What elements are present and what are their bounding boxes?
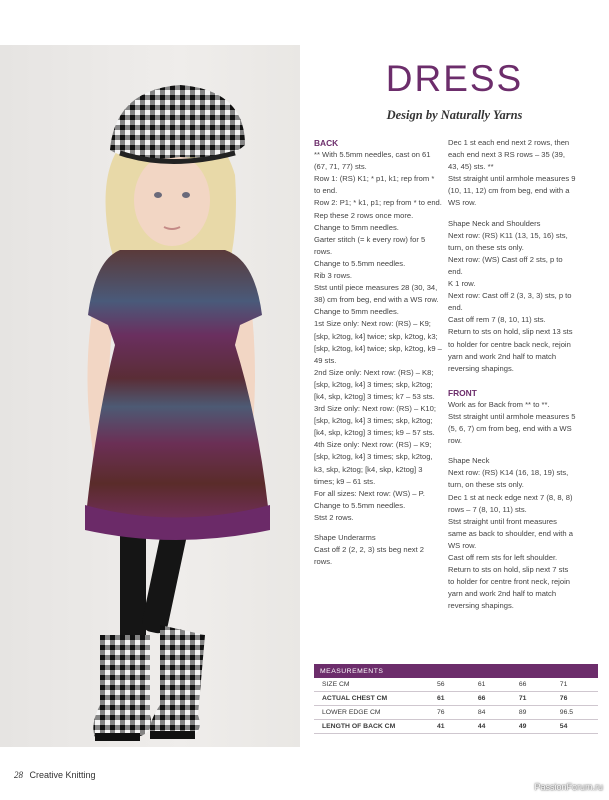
pattern-line: Stst straight until armhole measures 9 (10, 11, 12) cm from beg, end with a WS row. xyxy=(448,174,576,208)
magazine-name: Creative Knitting xyxy=(29,770,96,780)
subsection-heading-underarms: Shape Underarms xyxy=(314,533,376,542)
cell-value: 54 xyxy=(557,720,598,734)
cell-value: 89 xyxy=(516,706,557,720)
subsection-heading-neck-shoulders: Shape Neck and Shoulders xyxy=(448,218,541,228)
cell-value: 66 xyxy=(475,692,516,706)
designer-credit: Design by Naturally Yarns xyxy=(386,108,523,122)
cell-value: 56 xyxy=(434,678,475,692)
page-footer xyxy=(14,770,96,780)
pattern-line: Cast off rem sts for left shoulder. xyxy=(448,553,558,562)
cell-value: 44 xyxy=(475,720,516,734)
measurements-header: MEASUREMENTS xyxy=(314,664,598,678)
row-label: ACTUAL CHEST CM xyxy=(314,692,434,706)
row-label: LENGTH OF BACK CM xyxy=(314,720,434,734)
pattern-line: Work as for Back from ** to **. xyxy=(448,399,550,409)
cell-value: 71 xyxy=(516,692,557,706)
pattern-line: For all sizes: Next row: (WS) – P. xyxy=(314,488,425,498)
pattern-line: Cast off 2 (2, 2, 3) sts beg next 2 rows. xyxy=(314,545,425,567)
pattern-line: Stst 2 rows. xyxy=(314,512,354,522)
pattern-line: Dec 1 st at neck edge next 7 (8, 8, 8) rows – 7 (8, 10, 11) sts. xyxy=(448,492,573,514)
cell-value: 49 xyxy=(516,720,557,734)
cell-value: 96.5 xyxy=(557,706,598,720)
pattern-line: Dec 1 st each end next 2 rows, then each end next 3 RS rows – 35 (39, 43, 45) sts. ** xyxy=(448,138,570,172)
cell-value: 84 xyxy=(475,706,516,720)
measurements-header-row xyxy=(314,664,598,678)
pattern-line: Change to 5mm needles. xyxy=(314,222,399,232)
pattern-line: Next row: (RS) K11 (13, 15, 16) sts, turn, on these sts only. xyxy=(448,230,568,252)
pattern-line: Row 1: (RS) K1; * p1, k1; rep from * to end. xyxy=(314,174,435,196)
section-heading-front: FRONT xyxy=(448,387,477,398)
pattern-line: Garter stitch (= k every row) for 5 rows. xyxy=(314,234,426,256)
pattern-line: 1st Size only: Next row: (RS) – K9; [skp, k2tog, k4] twice; skp, k2tog, k3; [skp, k2tog, k4] twice; skp, k2tog, k9 – 49 sts. xyxy=(314,319,442,365)
pattern-line: K 1 row. xyxy=(448,279,476,289)
pattern-line: Stst straight until front measures same as back to shoulder, end with a WS row. xyxy=(448,516,573,550)
pattern-line: Return to sts on hold, slip next 13 sts to holder for centre back neck, rejoin yarn and work 2nd half to match reversing shapings. xyxy=(448,327,573,373)
row-label: LOWER EDGE CM xyxy=(314,706,434,720)
section-heading-back: BACK xyxy=(314,138,339,148)
pattern-line: 4th Size only: Next row: (RS) – K9; [skp, k2tog, k4] 3 times; skp, k2tog, k3, skp, k2tog; [k4, skp, k2tog] 3 times; k9 – 61 sts. xyxy=(314,440,433,486)
subsection-heading-neck: Shape Neck xyxy=(448,456,490,466)
cell-value: 76 xyxy=(557,692,598,706)
pattern-line: ** With 5.5mm needles, cast on 61 (67, 71, 77) sts. xyxy=(314,150,431,172)
photo-illustration xyxy=(0,45,300,747)
pattern-line: Change to 5.5mm needles. xyxy=(314,258,406,268)
pattern-line: Return to sts on hold, slip next 7 sts to holder for centre front neck, rejoin yarn and work 2nd half to match reversing shapings. xyxy=(448,565,570,611)
table-row xyxy=(314,720,598,734)
pattern-line: 3rd Size only: Next row: (RS) – K10; [skp, k2tog, k4] 3 times; skp, k2tog; [k4, skp, k2tog] 3 times; k9 – 57 sts. xyxy=(314,404,436,438)
pattern-line: Next row: (WS) Cast off 2 sts, p to end. xyxy=(448,254,563,276)
table-row xyxy=(314,692,598,706)
pattern-line: Next row: Cast off 2 (3, 3, 3) sts, p to end. xyxy=(448,291,572,313)
cell-value: 61 xyxy=(475,678,516,692)
cell-value: 61 xyxy=(434,692,475,706)
pattern-line: Stst until piece measures 28 (30, 34, 38) cm from beg, end with a WS row. xyxy=(314,283,439,305)
pattern-line: Next row: (RS) K14 (16, 18, 19) sts, turn, on these sts only. xyxy=(448,468,569,490)
pattern-line: Cast off rem 7 (8, 10, 11) sts. xyxy=(448,315,546,325)
pattern-line: Rib 3 rows. xyxy=(314,271,352,281)
photo-child-in-dress xyxy=(0,45,300,747)
cell-value: 71 xyxy=(557,678,598,692)
cell-value: 66 xyxy=(516,678,557,692)
row-label: SIZE CM xyxy=(314,678,434,692)
cell-value: 76 xyxy=(434,706,475,720)
pattern-column-right xyxy=(448,137,576,612)
measurements-table xyxy=(314,664,598,734)
pattern-line: Stst straight until armhole measures 5 (5, 6, 7) cm from beg, end with a WS row. xyxy=(448,411,576,446)
pattern-column-left xyxy=(314,137,442,568)
table-row xyxy=(314,678,598,692)
table-row xyxy=(314,706,598,720)
pattern-line: 2nd Size only: Next row: (RS) – K8; [skp, k2tog, k4] 3 times; skp, k2tog; [k4, skp, k2tog] 3 times; k7 – 53 sts. xyxy=(314,367,435,401)
pattern-line: Change to 5mm needles. xyxy=(314,307,399,317)
pattern-line: Rep these 2 rows once more. xyxy=(314,210,414,220)
pattern-line: Row 2: P1; * k1, p1; rep from * to end. xyxy=(314,198,442,208)
pattern-line: Change to 5.5mm needles. xyxy=(314,500,406,510)
watermark: PassionForum.ru xyxy=(534,782,603,792)
cell-value: 41 xyxy=(434,720,475,734)
page-number: 28 xyxy=(14,770,23,780)
page-title: DRESS xyxy=(385,58,524,99)
